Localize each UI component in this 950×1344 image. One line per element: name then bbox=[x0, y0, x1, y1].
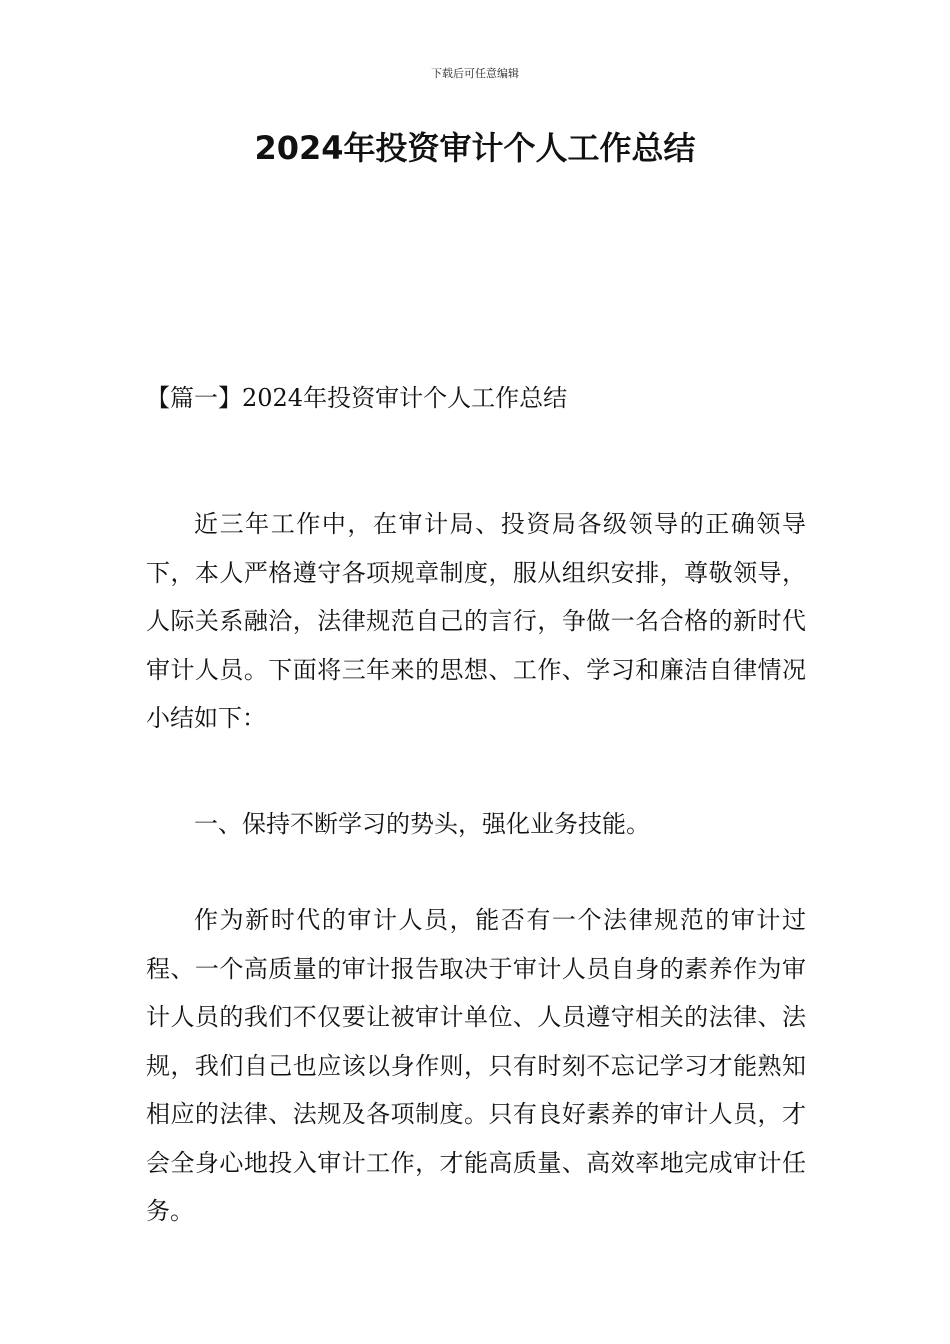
subsection-heading: 一、保持不断学习的势头，强化业务技能。 bbox=[194, 810, 650, 838]
document-title: 2024年投资审计个人工作总结 bbox=[254, 129, 696, 167]
body-paragraph: 近三年工作中，在审计局、投资局各级领导的正确领导下，本人严格遵守各项规章制度，服从组织安排，尊敬领导，人际关系融洽，法律规范自己的言行，争做一名合格的新时代审计人员。下面将三年来的思想、工作、学习和廉洁自律情况小结如下： bbox=[146, 510, 806, 732]
body-paragraph: 作为新时代的审计人员，能否有一个法律规范的审计过程、一个高质量的审计报告取决于审计人员自身的素养作为审计人员的我们不仅要让被审计单位、人员遵守相关的法律、法规，我们自己也应该以身作则，只有时刻不忘记学习才能熟知相应的法律、法规及各项制度。只有良好素养的审计人员，才会全身心地投入审计工作，才能高质量、高效率地完成审计任务。 bbox=[146, 906, 806, 1225]
header-note: 下载后可任意编辑 bbox=[431, 67, 519, 80]
section-heading: 【篇一】2024年投资审计个人工作总结 bbox=[146, 384, 568, 412]
